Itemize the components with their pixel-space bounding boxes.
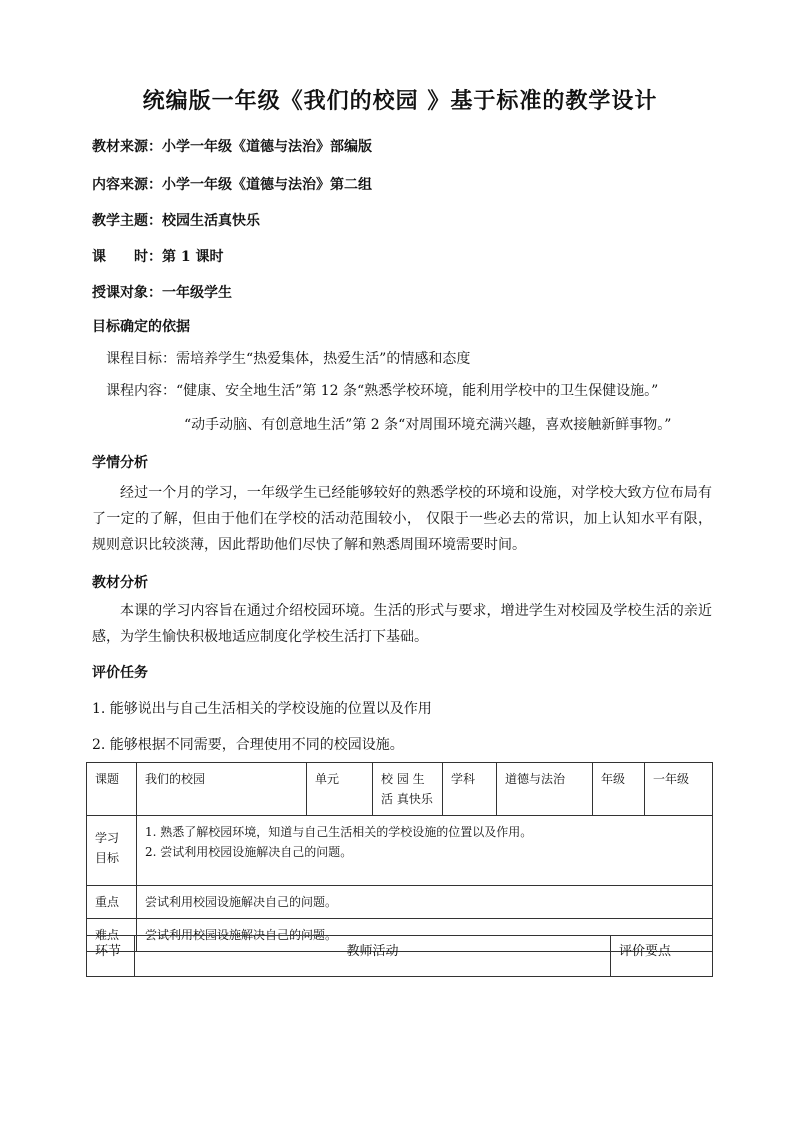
difficulty-value: 尝试利用校园设施解决自己的问题。 [137,919,713,952]
table-row [87,886,713,919]
theme-line: 教学主题：校园生活真快乐 [92,213,260,229]
activity-col-stage: 环节 [87,936,135,977]
analysis-heading: 学情分析 [92,455,148,471]
activity-col-teacher: 教师活动 [135,936,611,977]
basis-heading: 目标确定的依据 [92,319,190,335]
course-content-2: “动手动脑、有创意地生活”第 2 条“对周围环境充满兴趣，喜欢接触新鲜事物。” [184,417,672,433]
goals-cell [137,816,713,886]
textbook-text: 本课的学习内容旨在通过介绍校园环境。生活的形式与要求，增进学生对校园及学校生活的亲近感，为学生愉快积极地适应制度化学校生活打下基础。 [92,603,712,645]
evaluation-heading: 评价任务 [92,665,148,681]
topic-label: 课题 [87,763,137,816]
table-row [87,816,713,886]
goal-item: 2. 尝试利用校园设施解决自己的问题。 [145,845,353,859]
lesson-line: 课 时：第 1 课时 [92,249,224,265]
grade-value: 一年级 [645,763,713,816]
course-content-1: 课程内容：“健康、安全地生活”第 12 条“熟悉学校环境，能利用学校中的卫生保健设施。” [106,383,659,399]
activity-table [86,935,713,977]
topic-value: 我们的校园 [137,763,307,816]
subject-label: 学科 [443,763,497,816]
analysis-text: 经过一个月的学习，一年级学生已经能够较好的熟悉学校的环境和设施，对学校大致方位布局有了一定的了解，但由于他们在学校的活动范围较小， 仅限于一些必去的常识，加上认知水平有限，规则意识比较淡薄，因此帮助他们尽快了解和熟悉周围环境需要时间。 [92,485,712,553]
unit-value: 校 园 生 活 真快乐 [373,763,443,816]
key-label: 重点 [87,886,137,919]
difficulty-label: 难点 [87,919,137,952]
subject-value: 道德与法治 [497,763,593,816]
key-value: 尝试利用校园设施解决自己的问题。 [137,886,713,919]
goals-list [145,822,704,862]
goals-label: 学习目标 [87,816,137,886]
goal-item: 1. 熟悉了解校园环境，知道与自己生活相关的学校设施的位置以及作用。 [145,825,533,839]
course-goal: 课程目标：需培养学生“热爱集体，热爱生活”的情感和态度 [106,351,471,367]
activity-col-evaluation: 评价要点 [611,936,713,977]
evaluation-item-1: 1. 能够说出与自己生活相关的学校设施的位置以及作用 [92,701,432,717]
textbook-heading: 教材分析 [92,575,148,591]
grade-label: 年级 [593,763,645,816]
source-line: 教材来源：小学一年级《道德与法治》部编版 [92,139,372,155]
evaluation-item-2: 2. 能够根据不同需要，合理使用不同的校园设施。 [92,737,404,753]
audience-line: 授课对象：一年级学生 [92,285,232,301]
unit-label: 单元 [307,763,373,816]
document-title: 统编版一年级《我们的校园 》基于标准的教学设计 [142,88,658,114]
table-row [87,763,713,816]
content-line: 内容来源：小学一年级《道德与法治》第二组 [92,177,372,193]
lesson-info-table [86,762,713,952]
table-row [87,936,713,977]
